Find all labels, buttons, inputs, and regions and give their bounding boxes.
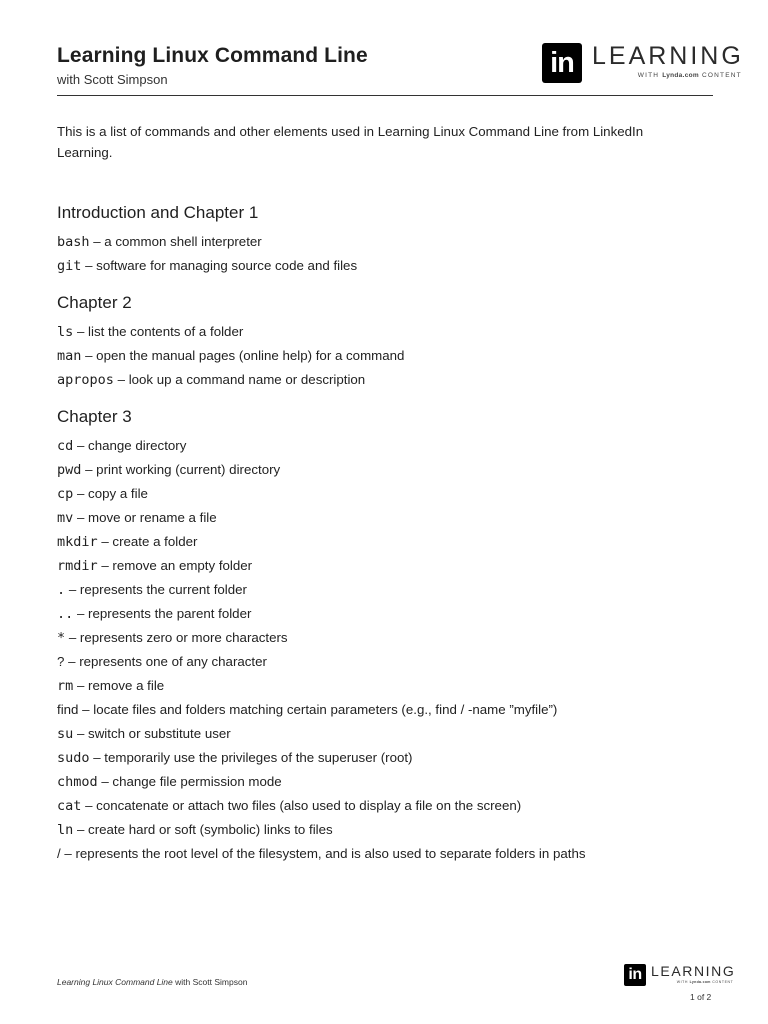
footer-credit <box>57 977 247 987</box>
command-item <box>57 458 717 482</box>
command-term: ls <box>57 324 74 340</box>
footer-logo-tagline <box>677 980 734 984</box>
command-item <box>57 770 717 794</box>
logo-with: WITH <box>637 72 660 79</box>
command-term: cp <box>57 486 74 502</box>
command-item <box>57 320 717 344</box>
command-term: . <box>57 582 66 598</box>
command-term: mkdir <box>57 534 98 550</box>
command-description: – print working (current) directory <box>81 462 281 477</box>
command-item <box>57 344 717 368</box>
command-description: – concatenate or attach two files (also used to display a file on the screen) <box>81 798 522 813</box>
command-item <box>57 434 717 458</box>
command-description: – represents zero or more characters <box>65 630 288 645</box>
section-2 <box>57 290 717 392</box>
command-term: ? <box>57 654 65 669</box>
section-heading: Chapter 3 <box>57 407 132 426</box>
logo-content: CONTENT <box>701 72 742 79</box>
command-term: su <box>57 726 74 742</box>
section-3 <box>57 404 717 866</box>
command-description: – copy a file <box>73 486 148 501</box>
command-item <box>57 254 717 278</box>
command-term: git <box>57 258 82 274</box>
document-subtitle: with Scott Simpson <box>57 72 168 87</box>
command-item <box>57 746 717 770</box>
command-description: – change file permission mode <box>97 774 282 789</box>
command-item <box>57 650 717 674</box>
command-description: – remove an empty folder <box>97 558 253 573</box>
command-description: – move or rename a file <box>73 510 217 525</box>
command-description: – represents the root level of the filesystem, and is also used to separate folders in paths <box>60 846 586 861</box>
command-term: .. <box>57 606 74 622</box>
document-title: Learning Linux Command Line <box>57 44 368 67</box>
command-description: – software for managing source code and files <box>81 258 358 273</box>
command-term: find <box>57 702 79 717</box>
footer-logo <box>624 964 735 986</box>
command-description: – locate files and folders matching certain parameters (e.g., find / -name ”myfile”) <box>78 702 558 717</box>
command-description: – create a folder <box>97 534 198 549</box>
command-item <box>57 842 717 866</box>
command-description: – represents the parent folder <box>73 606 252 621</box>
command-description: – list the contents of a folder <box>73 324 244 339</box>
logo-word: LEARNING <box>592 42 744 70</box>
command-item <box>57 698 717 722</box>
command-list <box>57 200 717 878</box>
command-term: mv <box>57 510 74 526</box>
command-description: – remove a file <box>73 678 165 693</box>
command-item <box>57 554 717 578</box>
command-item <box>57 482 717 506</box>
command-term: man <box>57 348 82 364</box>
command-item <box>57 674 717 698</box>
command-description: – temporarily use the privileges of the superuser (root) <box>89 750 413 765</box>
command-item <box>57 626 717 650</box>
command-term: * <box>57 630 66 646</box>
command-description: – open the manual pages (online help) for a command <box>81 348 405 363</box>
footer-course-title: Learning Linux Command Line <box>57 977 173 987</box>
footer-logo-word: LEARNING <box>651 963 736 979</box>
logo-tagline <box>638 72 742 79</box>
command-item <box>57 602 717 626</box>
command-term: rm <box>57 678 74 694</box>
command-description: – change directory <box>73 438 187 453</box>
command-term: rmdir <box>57 558 98 574</box>
command-item <box>57 818 717 842</box>
command-description: – switch or substitute user <box>73 726 231 741</box>
footer-logo-content: CONTENT <box>712 980 734 984</box>
command-item <box>57 722 717 746</box>
page-number: 1 of 2 <box>690 992 712 1002</box>
command-term: pwd <box>57 462 82 478</box>
command-term: cat <box>57 798 82 814</box>
command-term: bash <box>57 234 90 250</box>
command-item <box>57 530 717 554</box>
footer-author: with Scott Simpson <box>172 977 248 987</box>
section-heading: Chapter 2 <box>57 293 132 312</box>
logo-text <box>592 43 744 79</box>
command-description: – create hard or soft (symbolic) links to files <box>73 822 333 837</box>
command-description: – a common shell interpreter <box>89 234 262 249</box>
command-item <box>57 794 717 818</box>
command-term: cd <box>57 438 74 454</box>
command-term: ln <box>57 822 74 838</box>
command-term: / <box>57 846 61 861</box>
footer-logo-text <box>651 964 735 984</box>
linkedin-in-icon: in <box>542 43 582 83</box>
command-item <box>57 368 717 392</box>
section-1 <box>57 200 717 278</box>
command-description: – represents one of any character <box>64 654 267 669</box>
linkedin-in-icon: in <box>624 964 646 986</box>
linkedin-learning-logo <box>542 43 744 83</box>
logo-brand: Lynda.com <box>662 72 699 79</box>
command-item <box>57 578 717 602</box>
command-term: apropos <box>57 372 114 388</box>
command-description: – represents the current folder <box>65 582 247 597</box>
header-divider <box>57 95 713 96</box>
intro-paragraph: This is a list of commands and other elements used in Learning Linux Command Line from LinkedIn Learning. <box>57 124 644 160</box>
command-item <box>57 506 717 530</box>
command-item <box>57 230 717 254</box>
footer-logo-brand: Lynda.com <box>689 980 711 984</box>
command-description: – look up a command name or description <box>113 372 366 387</box>
footer-logo-with: WITH <box>676 980 689 984</box>
section-heading: Introduction and Chapter 1 <box>57 203 259 222</box>
command-term: chmod <box>57 774 98 790</box>
command-term: sudo <box>57 750 90 766</box>
